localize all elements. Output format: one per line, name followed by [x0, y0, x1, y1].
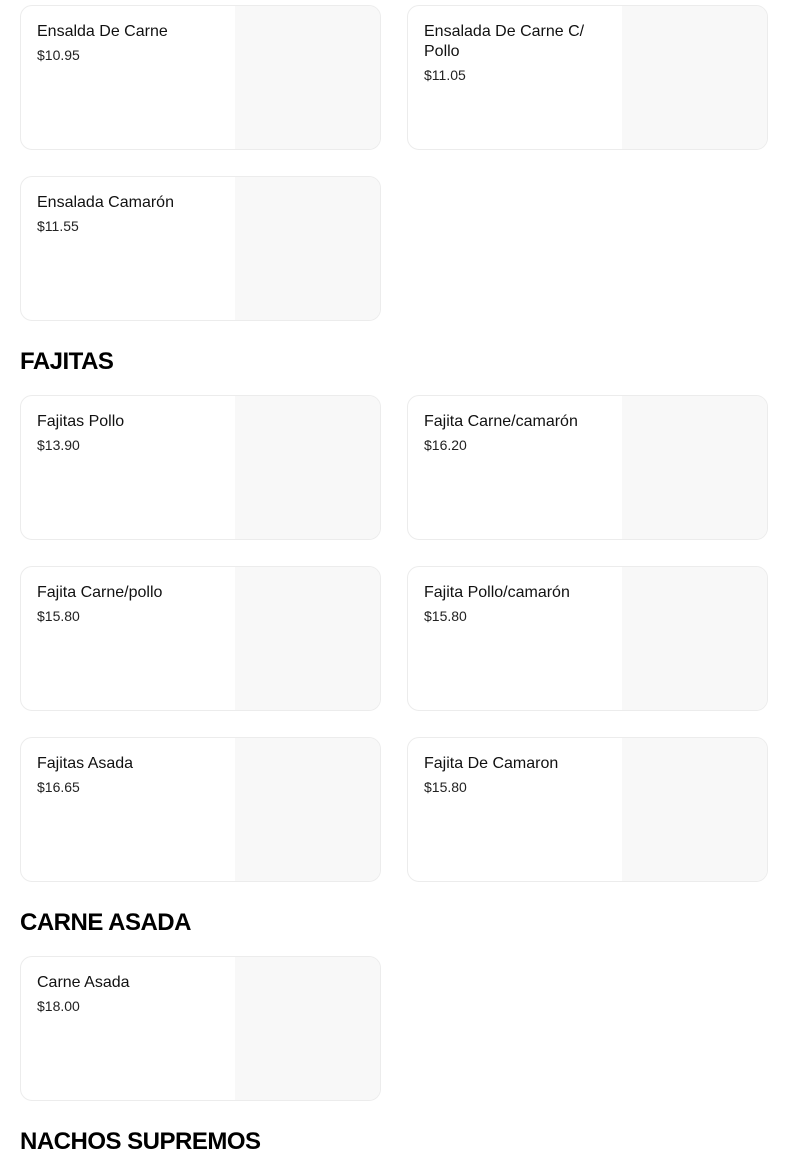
menu-item-info: [37, 412, 227, 454]
menu-item-info: [424, 583, 614, 625]
menu-item-image-placeholder: [235, 738, 380, 881]
menu-item-info: [424, 22, 614, 84]
menu-item-price: $10.95: [37, 47, 80, 63]
menu-item-price: $11.05: [424, 67, 466, 83]
menu-item-price: $11.55: [37, 218, 79, 234]
menu-item-name: Fajita Pollo/camarón: [424, 584, 570, 601]
menu-item-card[interactable]: [407, 395, 768, 540]
menu-item-name: Fajitas Pollo: [37, 413, 125, 430]
menu-item-price: $15.80: [424, 608, 467, 624]
menu-item-name: Ensalada Camarón: [37, 194, 174, 211]
menu-item-image-placeholder: [622, 567, 767, 710]
menu-item-info: [37, 973, 227, 1015]
menu-item-price: $18.00: [37, 998, 80, 1014]
section-title-nachos-supremos: NACHOS SUPREMOS: [20, 1128, 261, 1155]
menu-item-name: Ensalda De Carne: [37, 23, 168, 40]
menu-item-image-placeholder: [235, 396, 380, 539]
menu-item-card[interactable]: [20, 956, 381, 1101]
section-title-fajitas: FAJITAS: [20, 348, 114, 375]
section-title-carne-asada: CARNE ASADA: [20, 909, 191, 936]
menu-item-name: Ensalada De Carne C/ Pollo: [424, 23, 585, 60]
menu-item-name: Fajitas Asada: [37, 755, 134, 772]
menu-item-card[interactable]: [20, 176, 381, 321]
menu-item-name: Fajita De Camaron: [424, 755, 559, 772]
menu-item-price: $16.20: [424, 437, 467, 453]
menu-item-price: $13.90: [37, 437, 80, 453]
menu-item-price: $15.80: [37, 608, 80, 624]
menu-item-price: $16.65: [37, 779, 80, 795]
menu-item-info: [37, 193, 227, 235]
menu-item-info: [424, 412, 614, 454]
menu-item-info: [424, 754, 614, 796]
menu-item-image-placeholder: [622, 6, 767, 149]
menu-item-price: $15.80: [424, 779, 467, 795]
menu-item-info: [37, 583, 227, 625]
menu-item-name: Fajita Carne/pollo: [37, 584, 163, 601]
menu-item-image-placeholder: [235, 567, 380, 710]
menu-item-image-placeholder: [235, 957, 380, 1100]
menu-item-card[interactable]: [20, 395, 381, 540]
menu-item-info: [37, 754, 227, 796]
menu-item-image-placeholder: [622, 396, 767, 539]
menu-item-card[interactable]: [407, 5, 768, 150]
menu-item-image-placeholder: [235, 6, 380, 149]
menu-item-image-placeholder: [622, 738, 767, 881]
menu-item-card[interactable]: [20, 737, 381, 882]
menu-item-info: [37, 22, 227, 64]
menu-item-name: Carne Asada: [37, 974, 130, 991]
menu-item-card[interactable]: [20, 5, 381, 150]
menu-item-name: Fajita Carne/camarón: [424, 413, 578, 430]
menu-item-card[interactable]: [20, 566, 381, 711]
menu-item-card[interactable]: [407, 737, 768, 882]
menu-item-card[interactable]: [407, 566, 768, 711]
menu-item-image-placeholder: [235, 177, 380, 320]
